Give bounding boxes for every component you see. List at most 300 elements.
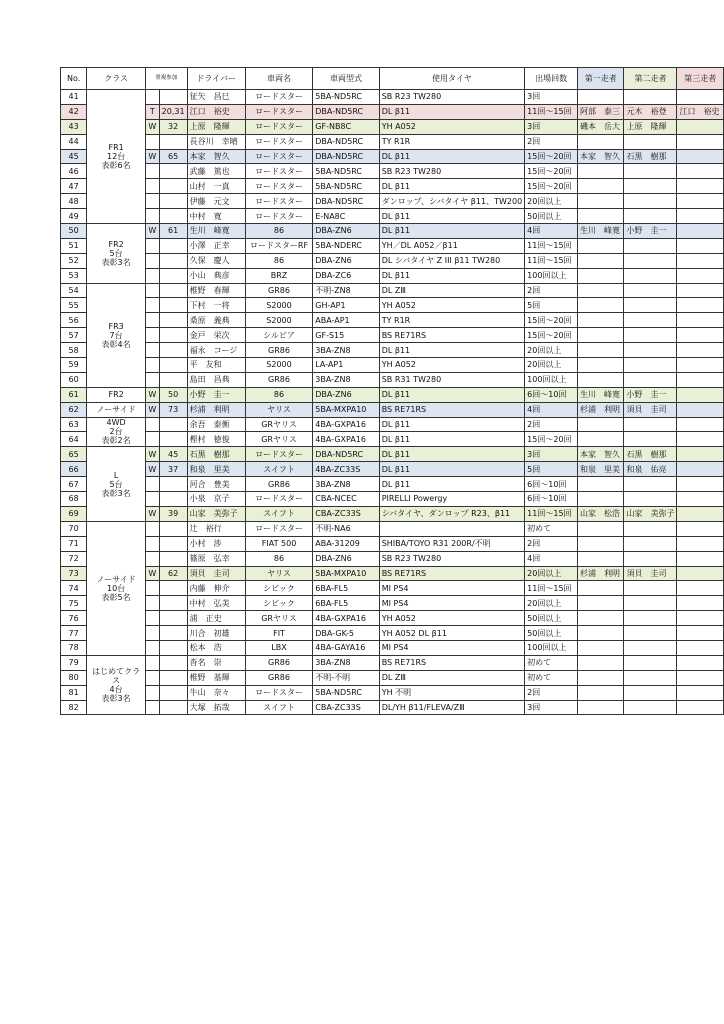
first-driver: [577, 521, 623, 536]
entry-count: 6回～10回: [525, 387, 578, 402]
entry-number: 74: [61, 581, 87, 596]
first-driver: [577, 253, 623, 268]
entry-number: 60: [61, 372, 87, 387]
entry-number: 43: [61, 119, 87, 134]
entry-number: 79: [61, 655, 87, 670]
third-driver: [677, 90, 724, 105]
table-row: [61, 700, 724, 715]
entry-count: 初めて: [525, 655, 578, 670]
entry-count: 5回: [525, 298, 578, 313]
duplicate-flag: [145, 328, 159, 343]
car-name: FIT: [245, 626, 312, 641]
entry-count: 初めて: [525, 670, 578, 685]
entry-number: 52: [61, 253, 87, 268]
duplicate-flag: [145, 700, 159, 715]
driver-name: 小山 典彦: [187, 268, 245, 283]
second-driver: [624, 626, 677, 641]
table-row: [61, 492, 724, 507]
tire: DL β11: [379, 149, 524, 164]
duplicate-flag: [145, 343, 159, 358]
car-model: 不明-NA6: [313, 521, 379, 536]
third-driver: [677, 238, 724, 253]
car-name: S2000: [245, 313, 312, 328]
third-driver: [677, 447, 724, 462]
duplicate-flag: [145, 164, 159, 179]
table-row: [61, 90, 724, 105]
second-driver: [624, 521, 677, 536]
car-name: ロードスター: [245, 492, 312, 507]
second-driver: [624, 655, 677, 670]
entry-count: 100回以上: [525, 268, 578, 283]
duplicate-number: [159, 596, 187, 611]
duplicate-flag: [145, 238, 159, 253]
table-row: [61, 209, 724, 224]
car-name: ロードスター: [245, 90, 312, 105]
entry-number: 49: [61, 209, 87, 224]
second-driver: [624, 313, 677, 328]
entry-number: 44: [61, 134, 87, 149]
header-no: No.: [61, 68, 87, 90]
car-name: GR86: [245, 283, 312, 298]
entry-count: 20回以上: [525, 194, 578, 209]
entry-count: 4回: [525, 402, 578, 417]
third-driver: [677, 596, 724, 611]
second-driver: [624, 640, 677, 655]
entry-count: 50回以上: [525, 611, 578, 626]
driver-name: 山村 一真: [187, 179, 245, 194]
tire: YH A052: [379, 358, 524, 373]
duplicate-flag: [145, 581, 159, 596]
third-driver: [677, 581, 724, 596]
entry-number: 41: [61, 90, 87, 105]
driver-name: 小村 渉: [187, 536, 245, 551]
header-driver: ドライバー: [187, 68, 245, 90]
car-model: DBA-ND5RC: [313, 194, 379, 209]
first-driver: 生川 峰寛: [577, 387, 623, 402]
second-driver: [624, 432, 677, 447]
car-model: 3BA-ZN8: [313, 372, 379, 387]
entry-number: 70: [61, 521, 87, 536]
driver-name: 小野 圭一: [187, 387, 245, 402]
driver-name: 余吾 泰衡: [187, 417, 245, 432]
first-driver: [577, 655, 623, 670]
table-row: [61, 104, 724, 119]
entry-list-table: [60, 67, 724, 715]
entry-number: 66: [61, 462, 87, 477]
tire: BS RE71RS: [379, 655, 524, 670]
entry-count: 4回: [525, 551, 578, 566]
entry-number: 45: [61, 149, 87, 164]
entry-number: 54: [61, 283, 87, 298]
second-driver: [624, 90, 677, 105]
driver-name: 山家 美弥子: [187, 506, 245, 521]
third-driver: [677, 462, 724, 477]
first-driver: [577, 268, 623, 283]
first-driver: [577, 551, 623, 566]
car-name: ヤリス: [245, 402, 312, 417]
table-row: [61, 685, 724, 700]
duplicate-flag: [145, 209, 159, 224]
car-name: LBX: [245, 640, 312, 655]
driver-name: 樫村 徳俊: [187, 432, 245, 447]
car-name: GR86: [245, 343, 312, 358]
entry-number: 50: [61, 224, 87, 239]
car-model: GF-S15: [313, 328, 379, 343]
duplicate-number: 32: [159, 119, 187, 134]
entry-number: 63: [61, 417, 87, 432]
car-model: 5BA-MXPA10: [313, 566, 379, 581]
duplicate-number: [159, 268, 187, 283]
entry-count: 15回～20回: [525, 149, 578, 164]
entry-count: 20回以上: [525, 596, 578, 611]
tire: DL β11: [379, 224, 524, 239]
car-model: LA-AP1: [313, 358, 379, 373]
car-name: シルビア: [245, 328, 312, 343]
entry-number: 51: [61, 238, 87, 253]
class-cell: FR2: [87, 387, 146, 402]
tire: PIRELLI Powergy: [379, 492, 524, 507]
car-name: スイフト: [245, 506, 312, 521]
car-model: GF-NB8C: [313, 119, 379, 134]
second-driver: [624, 581, 677, 596]
duplicate-number: [159, 417, 187, 432]
tire: ダンロップ、シバタイヤ β11、TW200: [379, 194, 524, 209]
entry-count: 15回～20回: [525, 313, 578, 328]
car-model: GH-AP1: [313, 298, 379, 313]
entry-count: 11回～15回: [525, 581, 578, 596]
duplicate-number: [159, 313, 187, 328]
duplicate-number: [159, 685, 187, 700]
table-row: [61, 536, 724, 551]
duplicate-flag: W: [145, 566, 159, 581]
car-model: 4BA-ZC33S: [313, 462, 379, 477]
car-name: ロードスター: [245, 179, 312, 194]
tire: SB R31 TW280: [379, 372, 524, 387]
third-driver: [677, 432, 724, 447]
duplicate-flag: [145, 492, 159, 507]
duplicate-flag: [145, 179, 159, 194]
car-name: BRZ: [245, 268, 312, 283]
header-class: クラス: [87, 68, 146, 90]
duplicate-number: 65: [159, 149, 187, 164]
table-row: [61, 358, 724, 373]
entry-number: 76: [61, 611, 87, 626]
driver-name: 大塚 拓哉: [187, 700, 245, 715]
duplicate-number: [159, 372, 187, 387]
tire: シバタイヤ、ダンロップ R23、β11: [379, 506, 524, 521]
entry-number: 56: [61, 313, 87, 328]
tire: DL β11: [379, 462, 524, 477]
car-name: 86: [245, 253, 312, 268]
entry-count: 5回: [525, 462, 578, 477]
third-driver: [677, 372, 724, 387]
table-row: [61, 328, 724, 343]
table-row: [61, 477, 724, 492]
entry-number: 57: [61, 328, 87, 343]
driver-name: 福永 コージ: [187, 343, 245, 358]
table-row: [61, 164, 724, 179]
first-driver: [577, 640, 623, 655]
first-driver: [577, 209, 623, 224]
second-driver: [624, 343, 677, 358]
second-driver: 和泉 佑亮: [624, 462, 677, 477]
entry-number: 47: [61, 179, 87, 194]
entry-count: 6回～10回: [525, 477, 578, 492]
table-row: [61, 194, 724, 209]
third-driver: [677, 134, 724, 149]
car-model: 5BA-ND5RC: [313, 90, 379, 105]
duplicate-number: [159, 551, 187, 566]
second-driver: 上原 隆輝: [624, 119, 677, 134]
car-name: シビック: [245, 596, 312, 611]
driver-name: 江口 裕史: [187, 104, 245, 119]
entry-count: 15回～20回: [525, 432, 578, 447]
third-driver: [677, 313, 724, 328]
car-name: GR86: [245, 655, 312, 670]
entry-number: 59: [61, 358, 87, 373]
header-model: 車両型式: [313, 68, 379, 90]
third-driver: [677, 194, 724, 209]
car-model: 4BA-GXPA16: [313, 611, 379, 626]
class-cell: FR1 12台 表彰6名: [87, 90, 146, 224]
third-driver: [677, 343, 724, 358]
third-driver: [677, 477, 724, 492]
class-cell: ノーサイド 10台 表彰5名: [87, 521, 146, 655]
tire: DL ZⅢ: [379, 283, 524, 298]
second-driver: 石黒 樹那: [624, 149, 677, 164]
first-driver: [577, 685, 623, 700]
duplicate-number: 20,31: [159, 104, 187, 119]
duplicate-flag: [145, 536, 159, 551]
tire: DL β11: [379, 104, 524, 119]
second-driver: [624, 209, 677, 224]
driver-name: 須貝 圭司: [187, 566, 245, 581]
car-model: CBA-ZC33S: [313, 506, 379, 521]
table-row: [61, 283, 724, 298]
driver-name: 牛山 奈々: [187, 685, 245, 700]
duplicate-number: [159, 670, 187, 685]
table-row: [61, 551, 724, 566]
entry-number: 82: [61, 700, 87, 715]
entry-number: 64: [61, 432, 87, 447]
third-driver: [677, 611, 724, 626]
first-driver: [577, 90, 623, 105]
tire: DL β11: [379, 387, 524, 402]
car-model: DBA-ZN6: [313, 551, 379, 566]
driver-name: 河合 豊美: [187, 477, 245, 492]
duplicate-number: [159, 432, 187, 447]
entry-count: 20回以上: [525, 343, 578, 358]
duplicate-flag: W: [145, 462, 159, 477]
entry-count: 15回～20回: [525, 164, 578, 179]
car-name: スイフト: [245, 462, 312, 477]
driver-name: 沓名 崇: [187, 655, 245, 670]
car-name: ロードスター: [245, 209, 312, 224]
entry-number: 77: [61, 626, 87, 641]
second-driver: [624, 358, 677, 373]
first-driver: 磯本 岳大: [577, 119, 623, 134]
third-driver: [677, 179, 724, 194]
duplicate-number: [159, 209, 187, 224]
car-name: ロードスター: [245, 194, 312, 209]
duplicate-flag: [145, 298, 159, 313]
car-name: ロードスター: [245, 104, 312, 119]
first-driver: [577, 581, 623, 596]
duplicate-flag: [145, 477, 159, 492]
car-model: 5BA-ND5RC: [313, 179, 379, 194]
car-model: 5BA-ND5RC: [313, 164, 379, 179]
third-driver: [677, 640, 724, 655]
car-name: 86: [245, 551, 312, 566]
second-driver: [624, 238, 677, 253]
duplicate-flag: [145, 611, 159, 626]
tire: MI PS4: [379, 581, 524, 596]
second-driver: [624, 298, 677, 313]
third-driver: [677, 119, 724, 134]
car-model: CBA-ZC33S: [313, 700, 379, 715]
entry-number: 69: [61, 506, 87, 521]
car-name: S2000: [245, 298, 312, 313]
driver-name: 久保 慶人: [187, 253, 245, 268]
third-driver: [677, 387, 724, 402]
duplicate-number: 73: [159, 402, 187, 417]
car-model: DBA-ND5RC: [313, 149, 379, 164]
car-name: ロードスター: [245, 685, 312, 700]
third-driver: [677, 655, 724, 670]
table-row: [61, 343, 724, 358]
class-cell: L 5台 表彰3名: [87, 447, 146, 521]
second-driver: [624, 268, 677, 283]
table-row: [61, 447, 724, 462]
first-driver: [577, 626, 623, 641]
entry-count: 2回: [525, 685, 578, 700]
driver-name: 篠原 弘幸: [187, 551, 245, 566]
car-name: ロードスター: [245, 447, 312, 462]
duplicate-number: [159, 194, 187, 209]
entry-number: 67: [61, 477, 87, 492]
second-driver: [624, 283, 677, 298]
table-row: [61, 417, 724, 432]
class-cell: FR2 5台 表彰3名: [87, 224, 146, 284]
duplicate-number: 50: [159, 387, 187, 402]
car-name: GR86: [245, 670, 312, 685]
car-model: 5BA-NDERC: [313, 238, 379, 253]
car-model: E-NA8C: [313, 209, 379, 224]
table-row: [61, 402, 724, 417]
entry-count: 6回～10回: [525, 492, 578, 507]
duplicate-number: [159, 179, 187, 194]
tire: [379, 521, 524, 536]
first-driver: [577, 611, 623, 626]
table-row: [61, 462, 724, 477]
duplicate-number: [159, 492, 187, 507]
driver-name: 辻 裕行: [187, 521, 245, 536]
car-model: 不明-不明: [313, 670, 379, 685]
car-model: ABA-AP1: [313, 313, 379, 328]
tire: DL β11: [379, 417, 524, 432]
entry-number: 62: [61, 402, 87, 417]
first-driver: 杉浦 利明: [577, 402, 623, 417]
first-driver: [577, 372, 623, 387]
duplicate-flag: [145, 596, 159, 611]
entry-number: 72: [61, 551, 87, 566]
first-driver: [577, 492, 623, 507]
tire: DL β11: [379, 432, 524, 447]
first-driver: [577, 358, 623, 373]
duplicate-flag: [145, 358, 159, 373]
header-duplicate: 重複参加: [145, 68, 187, 90]
tire: YH A052: [379, 119, 524, 134]
second-driver: [624, 596, 677, 611]
duplicate-flag: [145, 521, 159, 536]
driver-name: 桑原 義典: [187, 313, 245, 328]
first-driver: [577, 417, 623, 432]
car-name: ロードスター: [245, 164, 312, 179]
class-cell: 4WD 2台 表彰2名: [87, 417, 146, 447]
second-driver: [624, 328, 677, 343]
table-row: [61, 640, 724, 655]
entry-count: 11回～15回: [525, 506, 578, 521]
entry-number: 80: [61, 670, 87, 685]
entry-number: 73: [61, 566, 87, 581]
tire: DL ZⅢ: [379, 670, 524, 685]
tire: BS RE71RS: [379, 328, 524, 343]
third-driver: [677, 283, 724, 298]
first-driver: [577, 179, 623, 194]
duplicate-number: [159, 581, 187, 596]
entry-count: 4回: [525, 224, 578, 239]
table-row: [61, 134, 724, 149]
tire: YH A052 DL β11: [379, 626, 524, 641]
car-name: GRヤリス: [245, 417, 312, 432]
first-driver: 山家 松浩: [577, 506, 623, 521]
third-driver: [677, 402, 724, 417]
driver-name: 本家 智久: [187, 149, 245, 164]
car-model: 5BA-MXPA10: [313, 402, 379, 417]
third-driver: [677, 551, 724, 566]
entry-count: 20回以上: [525, 566, 578, 581]
duplicate-flag: [145, 253, 159, 268]
driver-name: 石黒 樹那: [187, 447, 245, 462]
table-row: [61, 506, 724, 521]
driver-name: 生川 峰寛: [187, 224, 245, 239]
car-name: GRヤリス: [245, 432, 312, 447]
driver-name: 平 友和: [187, 358, 245, 373]
driver-name: 長谷川 幸晴: [187, 134, 245, 149]
driver-name: 下村 一将: [187, 298, 245, 313]
car-name: 86: [245, 224, 312, 239]
entry-count: 2回: [525, 283, 578, 298]
car-model: DBA-GK-5: [313, 626, 379, 641]
entry-count: 11回～15回: [525, 238, 578, 253]
driver-name: 杉浦 利明: [187, 402, 245, 417]
car-name: GRヤリス: [245, 611, 312, 626]
duplicate-number: [159, 328, 187, 343]
first-driver: [577, 238, 623, 253]
car-model: 不明-ZN8: [313, 283, 379, 298]
duplicate-number: 61: [159, 224, 187, 239]
duplicate-number: [159, 358, 187, 373]
duplicate-flag: [145, 268, 159, 283]
duplicate-number: [159, 164, 187, 179]
car-name: ロードスター: [245, 149, 312, 164]
table-row: [61, 521, 724, 536]
table-row: [61, 670, 724, 685]
table-row: [61, 566, 724, 581]
second-driver: [624, 417, 677, 432]
car-name: ロードスター: [245, 521, 312, 536]
first-driver: 杉浦 利明: [577, 566, 623, 581]
